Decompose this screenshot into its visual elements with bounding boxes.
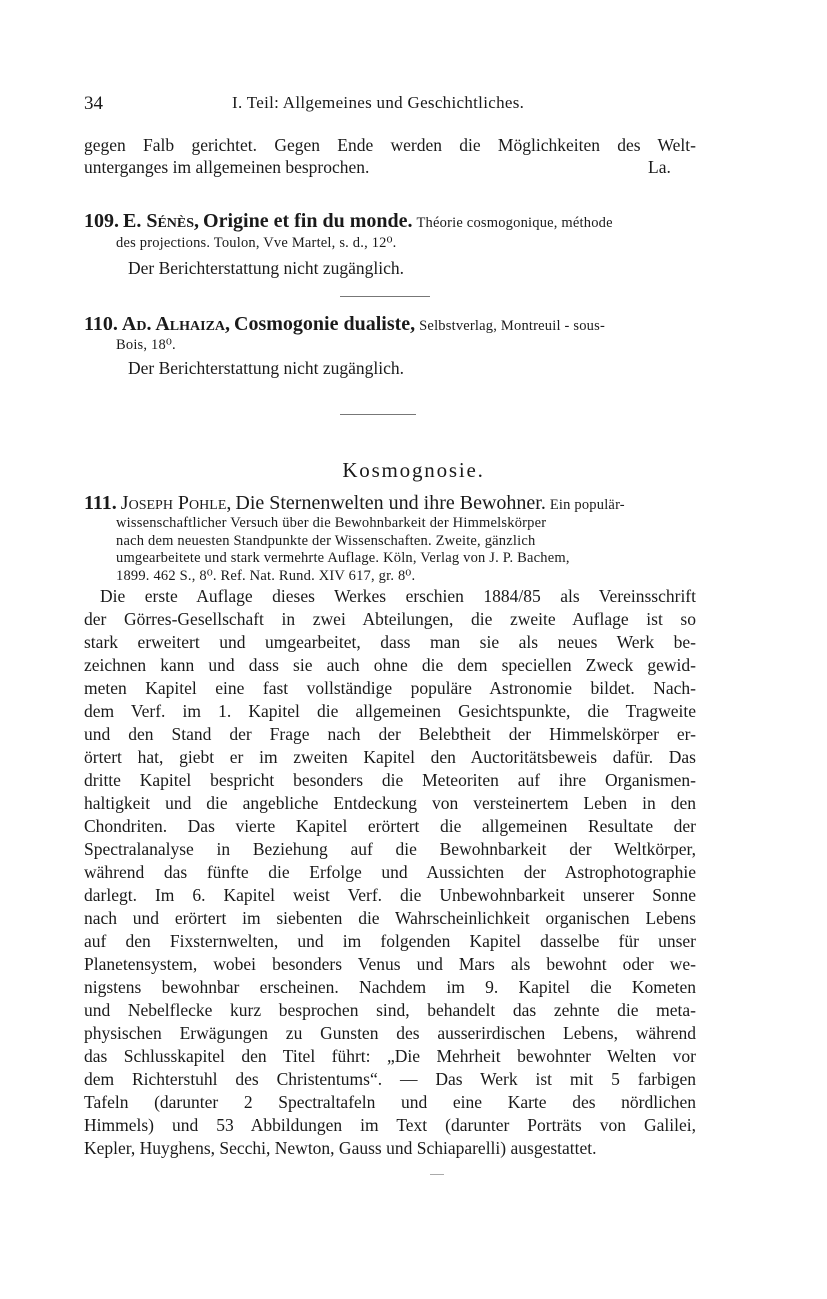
body-line: nach und erörtert im siebenten die Wahrscheinlichkeit organischen Lebens xyxy=(84,908,696,928)
page-number: 34 xyxy=(84,93,103,114)
entry-109-imprint: des projections. Toulon, Vve Martel, s. d., 12⁰. xyxy=(116,235,397,251)
entry-109-title: Origine et fin du monde. xyxy=(203,210,413,232)
body-line: das Schlusskapitel den Titel führt: „Die Mehrheit bewohnter Welten vor xyxy=(84,1046,696,1066)
entry-109-number: 109. xyxy=(84,210,119,232)
separator-rule-1 xyxy=(340,296,430,297)
body-line: und Nebelflecke kurz besprochen sind, behandelt das zehnte die meta- xyxy=(84,1000,696,1020)
body-line: Chondriten. Das vierte Kapitel erörtert die allgemeinen Resultate der xyxy=(84,816,696,836)
entry-110-number: 110. xyxy=(84,313,118,335)
entry-109-note: Der Berichterstattung nicht zugänglich. xyxy=(128,258,405,278)
entry-111-number: 111. xyxy=(84,492,117,514)
entry-109-author: E. Sénès, xyxy=(123,210,200,232)
body-line: während das fünfte die Erfolge und Aussichten der Astrophotographie xyxy=(84,862,696,882)
entry-111-heading xyxy=(84,492,625,515)
separator-rule-2 xyxy=(340,414,416,415)
entry-110-author: Ad. Alhaiza, xyxy=(121,313,231,335)
entry-110-publisher: Selbstverlag, Montreuil - sous- xyxy=(419,318,605,334)
entry-110-imprint: Bois, 18⁰. xyxy=(116,337,176,353)
body-line: örtert hat, giebt er im zweiten Kapitel den Auctoritätsbeweis dafür. Das xyxy=(84,747,696,767)
body-line: dem Verf. im 1. Kapitel die allgemeinen Gesichtspunkte, die Tragweite xyxy=(84,701,696,721)
body-line: Tafeln (darunter 2 Spectraltafeln und eine Karte des nördlichen xyxy=(84,1092,696,1112)
body-line: physischen Erwägungen zu Gunsten des ausserirdischen Lebens, während xyxy=(84,1023,696,1043)
body-line: dem Richterstuhl des Christentums“. — Das Werk ist mit 5 farbigen xyxy=(84,1069,696,1089)
entry-111-subtitle-start: Ein populär- xyxy=(549,497,625,513)
body-line: darlegt. Im 6. Kapitel weist Verf. die Unbewohnbarkeit unserer Sonne xyxy=(84,885,696,905)
body-line: Die erste Auflage dieses Werkes erschien 1884/85 als Vereinsschrift xyxy=(100,586,696,606)
entry-111-subtitle-line: 1899. 462 S., 8⁰. Ref. Nat. Rund. XIV 617, gr. 8⁰. xyxy=(116,568,416,584)
body-line: Spectralanalyse in Beziehung auf die Bewohnbarkeit der Weltkörper, xyxy=(84,839,696,859)
entry-109-subtitle: Théorie cosmogonique, méthode xyxy=(416,215,613,231)
entry-111-subtitle-line: nach dem neuesten Standpunkte der Wissenschaften. Zweite, gänzlich xyxy=(116,533,536,549)
separator-rule-3 xyxy=(430,1174,444,1175)
entry-110-title: Cosmogonie dualiste, xyxy=(234,313,416,335)
body-line: und den Stand der Frage nach der Belebtheit der Himmelskörper er- xyxy=(84,724,696,744)
intro-line-2: unterganges im allgemeinen besprochen. xyxy=(84,157,370,177)
body-line: zeichnen kann und dass sie auch ohne die dem speciellen Zweck gewid- xyxy=(84,655,696,675)
running-head: I. Teil: Allgemeines und Geschichtliches. xyxy=(232,93,525,112)
entry-110-note: Der Berichterstattung nicht zugänglich. xyxy=(128,358,405,378)
entry-110-heading xyxy=(84,313,605,336)
entry-111-author: Joseph Pohle, xyxy=(120,492,232,514)
intro-signature: La. xyxy=(648,157,671,177)
body-line: auf den Fixsternwelten, und im folgenden Kapitel dasselbe für unser xyxy=(84,931,696,951)
body-line: haltigkeit und die angebliche Entdeckung von versteinertem Leben in den xyxy=(84,793,696,813)
body-line: Kepler, Huyghens, Secchi, Newton, Gauss und Schiaparelli) ausgestattet. xyxy=(84,1138,597,1158)
body-line: meten Kapitel eine fast vollständige populäre Astronomie bildet. Nach- xyxy=(84,678,696,698)
body-line: stark erweitert und umgearbeitet, dass man sie als neues Werk be- xyxy=(84,632,696,652)
body-line: dritte Kapitel bespricht besonders die Meteoriten auf ihre Organismen- xyxy=(84,770,696,790)
entry-111-subtitle-line: wissenschaftlicher Versuch über die Bewohnbarkeit der Himmelskörper xyxy=(116,515,547,531)
entry-109-heading xyxy=(84,210,613,233)
body-line: der Görres-Gesellschaft in zwei Abteilungen, die zweite Auflage ist so xyxy=(84,609,696,629)
entry-111-subtitle-line: umgearbeitete und stark vermehrte Auflage. Köln, Verlag von J. P. Bachem, xyxy=(116,550,570,566)
body-line: Himmels) und 53 Abbildungen im Text (darunter Porträts von Galilei, xyxy=(84,1115,696,1135)
body-line: Planetensystem, wobei besonders Venus und Mars als bewohnt oder we- xyxy=(84,954,696,974)
section-heading: Kosmognosie. xyxy=(342,458,485,482)
intro-line-1: gegen Falb gerichtet. Gegen Ende werden die Möglichkeiten des Welt- xyxy=(84,135,696,155)
body-line: nigstens bewohnbar erscheinen. Nachdem im 9. Kapitel die Kometen xyxy=(84,977,696,997)
entry-111-title: Die Sternenwelten und ihre Bewohner. xyxy=(235,492,546,514)
